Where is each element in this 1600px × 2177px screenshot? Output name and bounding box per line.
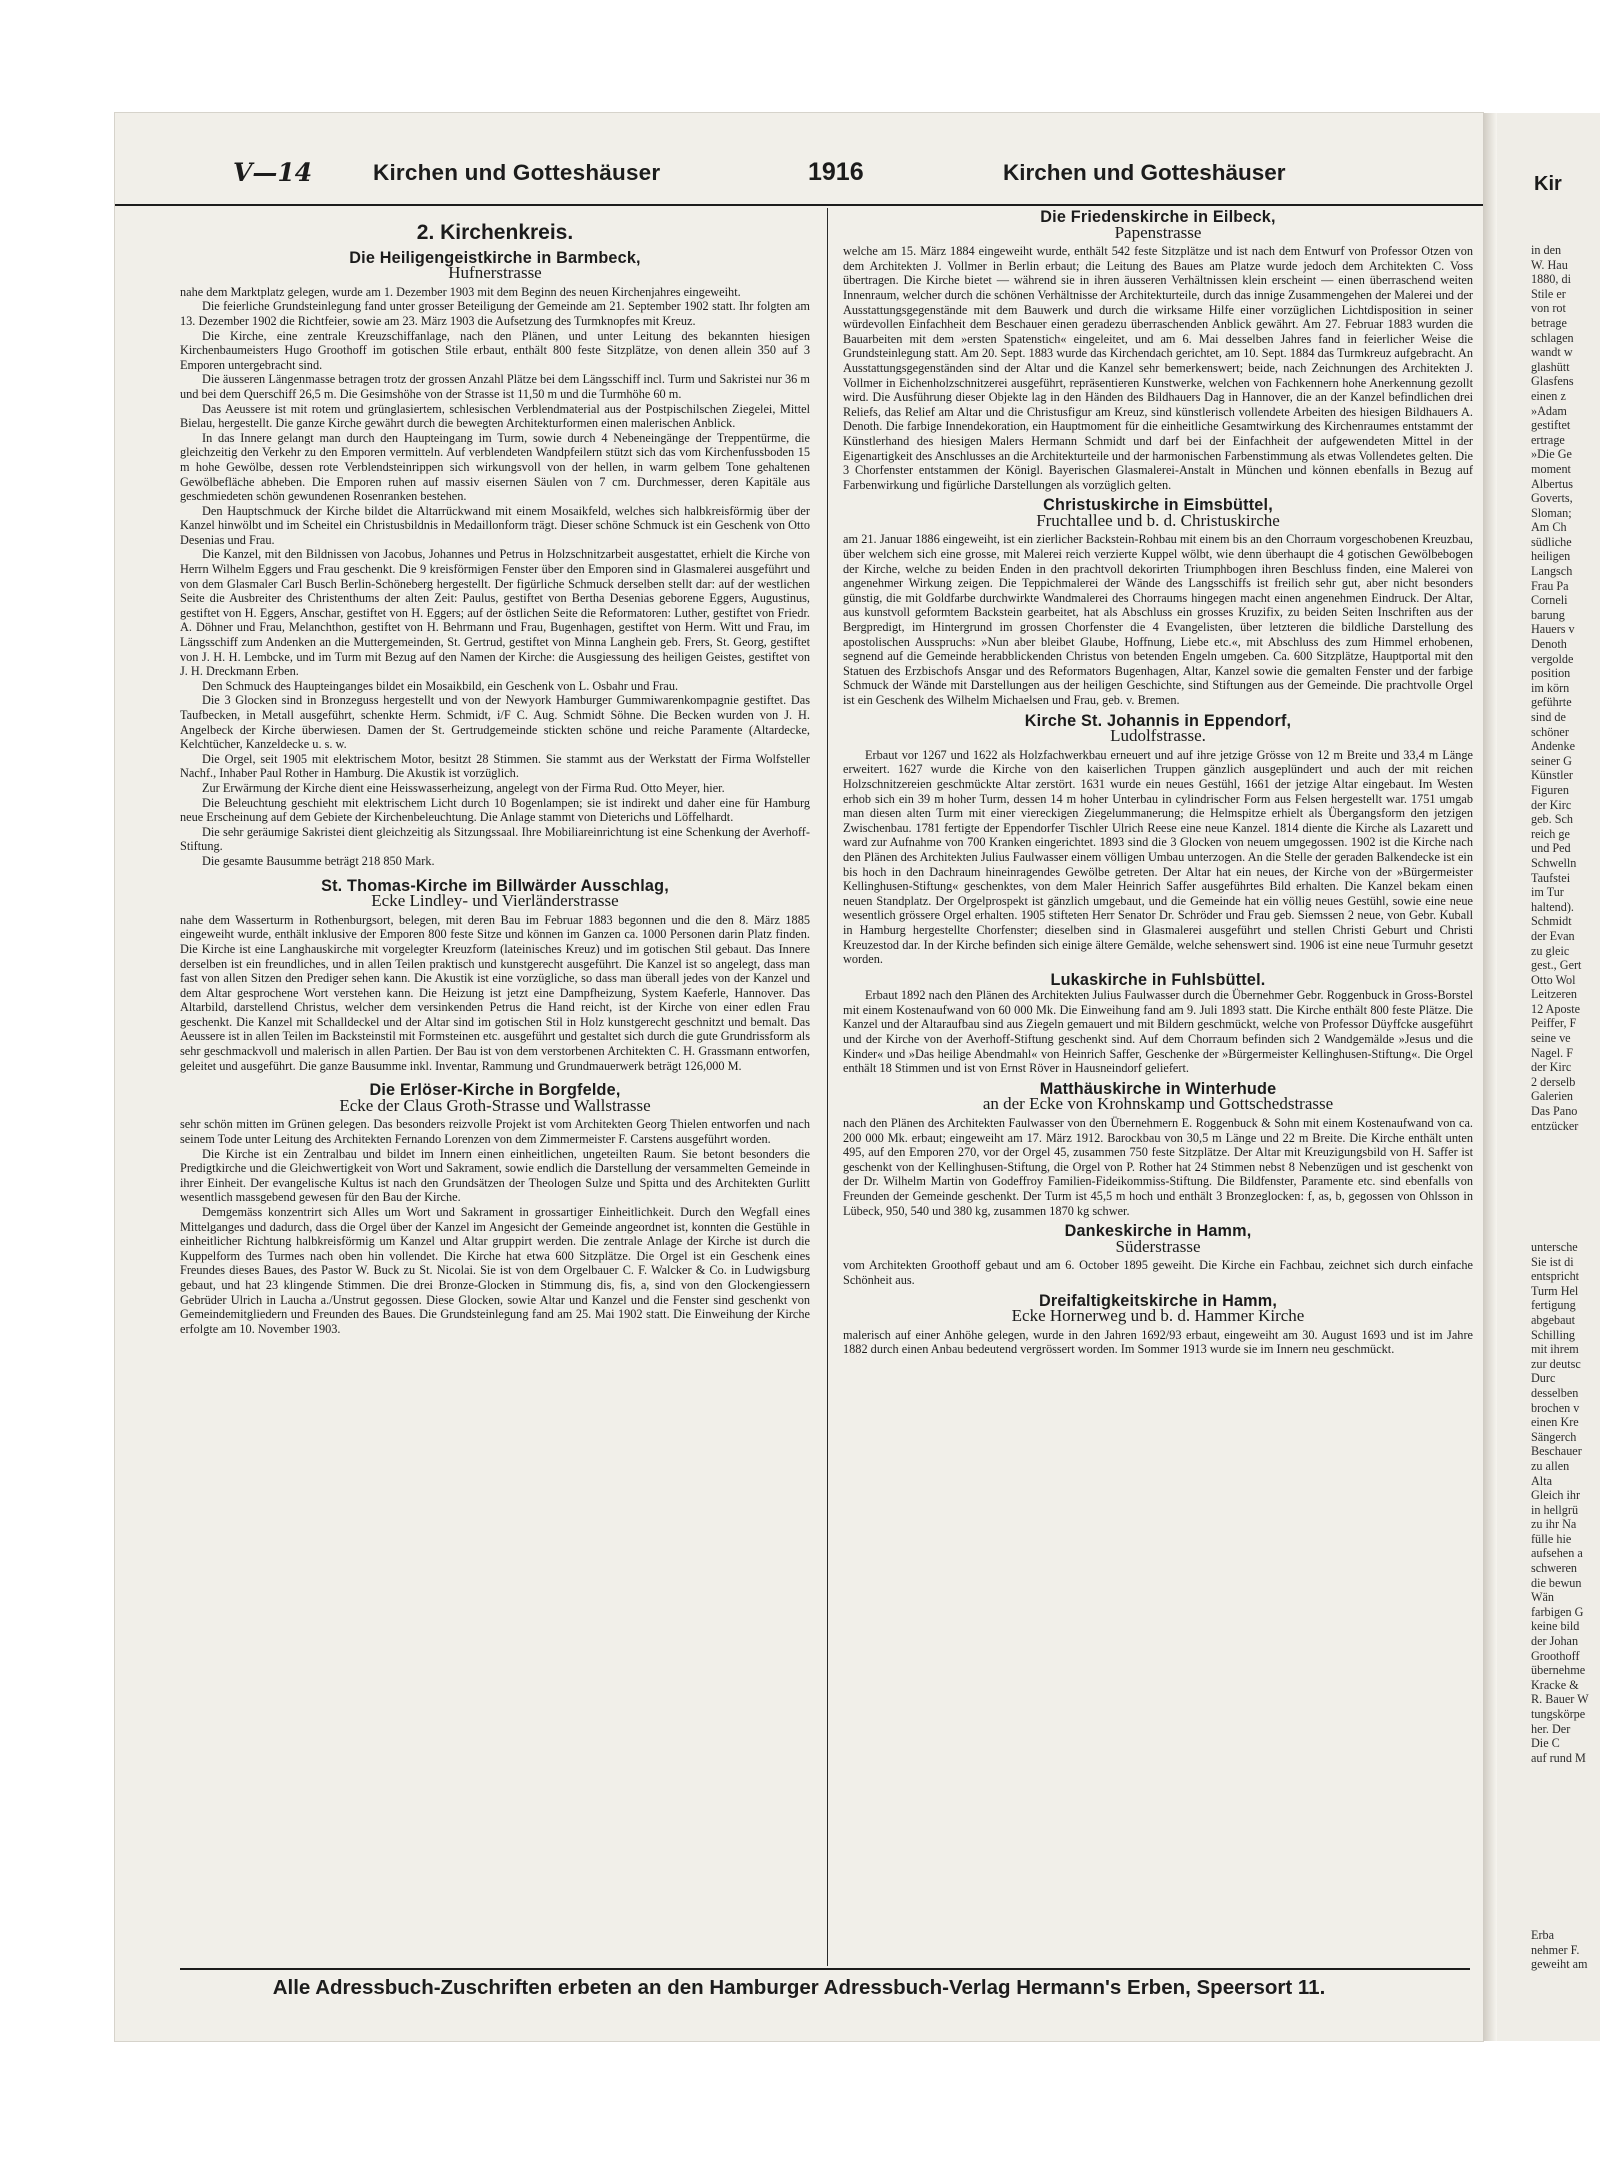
adjacent-page-text-top: in den W. Hau 1880, di Stile er von rot betrage schlagen wandt w glashütt Glasfens einen z »Adam gestiftet ertrage »Die Ge moment Albertus Goverts, Sloman; Am Ch südliche heiligen Langsch Frau Pa Corneli barung Hauers v Denoth vergolde position im körn geführte sind de schöner Andenke seiner G Künstler Figuren der Kirc geb. Sch reich ge und Ped Schwelln Taufstei im Tur haltend). Schmidt der Evan zu gleic gest., Gert Otto Wol Leitzeren 12 Aposte Peiffer, F seine ve Nagel. F der Kirc 2 derselb Galerien Das Pano entzücker <box>1531 243 1582 1133</box>
body-paragraph: Die 3 Glocken sind in Bronzeguss hergestellt und von der Newyork Hamburger Gummiwarenkompagnie gestiftet. Das Taufbecken, in Metall ausgeführt, schenkte Herm. Schmidt, i/F C. Aug. Schmidt Söhne. Die Becken wurden von J. H. Angelbeck der Kirche überwiesen. Damen der St. Gertrudgemeinde stickten schöne und reiche Paramente (Altardecke, Kelchtücher, Kanzeldecke u. s. w. <box>180 693 810 752</box>
body-paragraph: Die Orgel, seit 1905 mit elektrischem Motor, besitzt 28 Stimmen. Sie stammt aus der Werkstatt der Firma Wolfsteller Nachf., Inhaber Paul Rother in Hamburg. Die Akustik ist vorzüglich. <box>180 751 810 781</box>
body-paragraph: Die feierliche Grundsteinlegung fand unter grosser Beteiligung der Gemeinde am 21. September 1902 statt. Ihr folgten am 13. Dezember 1902 die Richtfeier, sowie am 23. März 1903 die Aufsetzung des Turmknopfes mit Kreuz. <box>180 299 810 328</box>
body-paragraph: sehr schön mitten im Grünen gelegen. Das besonders reizvolle Projekt ist vom Architekten Georg Thielen entworfen und nach seinem Tode unter Leitung des Architekten Fernando Lorenzen von dem Zimmermeister F. Carstens ausgeführt worden. <box>180 1117 810 1147</box>
body-paragraph: Zur Erwärmung der Kirche dient eine Heisswasserheizung, angelegt von der Firma Rud. Otto Meyer, hier. <box>202 780 725 795</box>
church-title: Dankeskirche in Hamm, <box>1064 1222 1252 1241</box>
body-paragraph: nahe dem Marktplatz gelegen, wurde am 1. Dezember 1903 mit dem Beginn des neuen Kirchenjahres eingeweiht. <box>180 284 741 299</box>
body-paragraph: Das Aeussere ist mit rotem und grünglasiertem, schlesischen Verblendmaterial aus der Postpischilschen Ziegelei, Mittel Bielau, hergestellt. Die ganze Kirche gewährt durch die bewegten Architekturformen einen malerischen Anblick. <box>180 401 810 431</box>
body-paragraph: malerisch auf einer Anhöhe gelegen, wurde in den Jahren 1692/93 erbaut, eingeweiht am 30. August 1693 und ist im Jahre 1882 durch einen Anbau bedeutend vergrössert worden. Im Sommer 1913 wurde sie im Innern neu geschmückt. <box>843 1327 1473 1357</box>
adjacent-page-header: Kir <box>1534 173 1562 195</box>
church-street: Ecke der Claus Groth-Strasse und Wallstrasse <box>339 1095 651 1115</box>
body-paragraph: welche am 15. März 1884 eingeweiht wurde, enthält 542 feste Sitzplätze und ist nach dem Entwurf von Professor Otzen von dem Architekten J. Vollmer in Berlin erbaut; die Leitung des Baues am Platze wurde jedoch dem Architekten C. Voss übertragen. Die Kirche bietet — während sie in ihren äusseren Verhältnissen klein erscheint — einen überraschend weiten Innenraum, welcher durch die schönen Verhältnisse der Architekturteile, durch das innige Zusammengehen der Malerei und der Ausstattungsgegenstände mit dem Bauwerk und durch die wirksame Hilfe einer vorzüglichen Lichtdisposition in seiner würdevollen Einfachheit dem Beschauer einen geradezu überraschenden Anblick gewährt. Am 27. Februar 1883 wurden die Bauarbeiten mit dem »ersten Spatenstich« eingeleitet, und am 6. Mai desselben Jahres fand in feierlicher Weise die Grundsteinlegung statt. Am 20. Sept. 1883 wurde das Kirchendach gerichtet, am 10. Sept. 1884 das Turmkreuz aufgebracht. An Ausstattungsgegenständen sind der Altar und die Kanzel sehr bemerkenswert; beide, nach Zeichnungen des Architekten J. Vollmer in Eichenholzschnitzerei ausgeführt, repräsentieren Kunstwerke, welchen von Fachkennern hohe Anerkennung gezollt wird. Die Ausführung dieser Objekte lag in den Händen des Bildhauers Dag in Hannover, die an der Kanzel befindlichen drei Reliefs, das Relief am Altar und die Christusfigur am Kreuz, sind künstlerisch vollendete Arbeiten des hiesigen Bildhauers A. Denoth. Die farbige Innendekoration, ein Hauptmoment für die einheitliche Gesamtwirkung des Kirchenraumes entstammt der Künstlerhand des hiesigen Malers Hermann Schmidt und darf bei der Einfachheit der aufgewendeten Mittel in der Eigenartigkeit des Anschlusses an die Architekturteile und der harmonischen Farbenstimmung als etwas Vollendetes gelten. Die 3 Chorfenster entstammen der Königl. Bayerischen Glasmalerei-Anstalt in München und können ebenfalls in Bezug auf Farbenwirkung und figürliche Darstellungen als vorzüglich gelten. <box>843 244 1473 492</box>
church-title: Die Heiligengeistkirche in Barmbeck, <box>349 248 641 267</box>
body-paragraph: In das Innere gelangt man durch den Haupteingang im Turm, sowie durch 4 Nebeneingänge der Treppentürme, die gleichzeitig den Verkehr zu den Emporen vermitteln. Auf verblendeten Wandpfeilern stützt sich das vom Kirchenfussboden 15 m hohe Gewölbe, dessen rote Verblendsteinrippen sich wirkungsvoll von der hellen, in warm gelbem Tone gehaltenen Gewölbefläche abheben. Die Emporen ruhen auf massiv eisernen Säulen von 7 cm. Durchmesser, deren Kapitäle aus geschmiedeten schön gewundenen Rosenranken bestehen. <box>180 430 810 504</box>
church-title: Kirche St. Johannis in Eppendorf, <box>1024 711 1292 730</box>
body-paragraph: Die sehr geräumige Sakristei dient gleichzeitig als Sitzungssaal. Ihre Mobiliareinrichtung ist eine Schenkung der Averhoff-Stiftung. <box>180 824 810 854</box>
church-street: Ecke Hornerweg und b. d. Hammer Kirche <box>1011 1306 1305 1326</box>
footer-rule <box>180 1968 1470 1970</box>
church-title: Matthäuskirche in Winterhude <box>1039 1079 1277 1098</box>
header-title-right: Kirchen und Gotteshäuser <box>1003 160 1286 185</box>
church-street: Süderstrasse <box>1115 1236 1201 1256</box>
right-column <box>843 210 1473 1964</box>
church-street: Ecke Lindley- und Vierländerstrasse <box>371 891 619 911</box>
page-binding-shadow <box>1483 113 1497 2041</box>
body-paragraph: Erbaut 1892 nach den Plänen des Architekten Julius Faulwasser durch die Übernehmer Gebr. Roggenbuck in Gross-Borstel mit einem Kostenaufwand von 60 000 Mk. Die Einweihung fand am 9. Juli 1893 statt. Die Kirche enthält 800 feste Plätze. Die Kanzel und der Altaraufbau sind aus Ziegeln gemauert und mit Bildern geschmückt, welche von Professor Düyffcke ausgeführt und der Kirche von der Averhoff-Stiftung geschenkt sind. Auf dem Chorraum befinden sich 2 Wandgemälde »Jesus und die Kinder« und »Das heilige Abendmahl« von Heinrich Saffer, Geschenke der »Bürgermeister Kellinghusen-Stiftung«. Die Orgel enthält 18 Stimmen und ist von Ernst Röver in Hausneindorf geliefert. <box>843 988 1473 1076</box>
adjacent-page-text-foot: Erba nehmer F. geweiht am <box>1531 1928 1588 1972</box>
church-entry-kirche-st-johannis-in-eppendorf <box>843 711 1473 967</box>
body-paragraph: Die Beleuchtung geschieht mit elektrischem Licht durch 10 Bogenlampen; sie ist indirekt und daher eine für Hamburg neue Erscheinung auf dem Gebiete der Kirchenbeleuchtung. Die Anlage stammt von Dieterichs und Löffelhardt. <box>180 795 810 825</box>
body-paragraph: Den Hauptschmuck der Kirche bildet die Altarrückwand mit einem Mosaikfeld, welches sich halbkreisförmig über der Kanzel hinwölbt und im Scheitel ein Christusbildnis in Medaillonform trägt. Dieser schöne Schmuck ist ein Geschenk von Otto Desenias und Frau. <box>180 503 810 547</box>
body-paragraph: Die Kirche, eine zentrale Kreuzschiffanlage, nach den Plänen, und unter Leitung des bekannten hiesigen Kirchenbaumeisters Hugo Groothoff im gotischen Stile erbaut, enthält 800 feste Sitzplätze, von denen allein 350 auf 3 Emporen untergebracht sind. <box>180 328 810 372</box>
church-street: Papenstrasse <box>1114 222 1202 242</box>
body-paragraph: nach den Plänen des Architekten Faulwasser von den Übernehmern E. Roggenbuck & Sohn mit einem Kostenaufwand von ca. 200 000 Mk. erbaut; eingeweiht am 17. März 1912. Barockbau von 30,5 m Länge und 22 m Breite. Die Kirche enthält unten 495, auf den Emporen 270, vor der Orgel 45, zusammen 750 feste Sitzplätze. Der Altar mit Kreuzigungsbild von H. Saffer ist geschenkt von der Kellinghusen-Stiftung, die Orgel von P. Rother hat 24 Stimmen nebst 8 Nebenzügen und ist geschenkt von der Dr. Wilhelm Martin von Godeffroy Familien-Fideikommiss-Stiftung. Die Bildfenster, Paramente etc. sind ebenfalls von Freunden der Gemeinde geschenkt. Der Turm ist 45,5 m hoch und enthält 3 Bronzeglocken: f, as, b, gegossen von Ohlsson in Lübeck, 950, 540 und 380 kg, zusammen 1870 kg schwer. <box>843 1116 1473 1218</box>
church-title: Lukaskirche in Fuhlsbüttel. <box>1050 970 1266 989</box>
church-entry-lukaskirche-in-fuhlsbüttel <box>843 970 1473 1076</box>
church-entry-dreifaltigkeitskirche-in-hamm <box>843 1291 1473 1357</box>
church-entry-die-friedenskirche-in-eilbeck <box>843 210 1473 492</box>
church-entry-matthäuskirche-in-winterhude <box>843 1079 1473 1218</box>
left-column <box>180 210 810 1964</box>
church-street: an der Ecke von Krohnskamp und Gottschedstrasse <box>982 1094 1334 1114</box>
church-entry-dankeskirche-in-hamm <box>843 1224 1473 1287</box>
section-title: 2. Kirchenkreis. <box>416 221 574 244</box>
adjacent-page-fragment <box>1497 113 1600 2041</box>
body-paragraph: Die Kanzel, mit den Bildnissen von Jacobus, Johannes und Petrus in Holzschnitzarbeit ausgestattet, erhielt die Kirche von Herrn Wilhelm Eggers und Frau geschenkt. Die 9 kreisförmigen Fenster über den Emporen sind in Glasmalerei ausgeführt und von dem Glasmaler Carl Busch Berlin-Schöneberg hergestellt. Der figürliche Schmuck derselben stellt dar: auf der westlichen Seite die Ausbreiter des Christenthums der alten Zeit: Paulus, gestiftet von Bertha Desenias geborene Eggers, Augustinus, gestiftet von H. Eggers, Anschar, gestiftet von H. Eggers; auf der östlichen Seite die Reformatoren: Luther, gestiftet von Friedr. A. Döhner und Frau, Melanchthon, gestiftet von H. Behrmann und Frau, Bugenhagen, gestiftet von Herm. Witt und Frau, im Längsschiff zum Andenken an die Muttergemeinden, St. Gertrud, gestiftet von Minna Langhein geb. Frers, St. Georg, gestiftet von J. H. H. Lembcke, und im Turm mit Bezug auf den Namen der Kirche: die Ausgiessung des heiligen Geistes, gestiftet von J. H. Dreckmann Erben. <box>180 547 810 679</box>
body-paragraph: nahe dem Wasserturm in Rothenburgsort, belegen, mit deren Bau im Februar 1883 begonnen und die den 8. März 1885 eingeweiht wurde, enthält inklusive der Emporen 800 feste Sitze und können im Ganzen ca. 1000 Personen darin Platz finden. Die Kirche ist eine Langhauskirche mit vorgelegter Kreuzform (lateinisches Kreuz) und im gotischen Stil gebaut. Das Innere derselben ist ein freundliches, und in allen Teilen praktisch und kunstgerecht ausgeführt. Die Kanzel ist so angelegt, dass man fast von allen Sitzen den Prediger sehen kann. Die Akustik ist eine vorzügliche, so dass man überall jedes von der Kanzel und dem Altar gesprochene Wort verstehen kann. Die Heizung ist jetzt eine Dampfheizung, System Kaeferle, Hannover. Das Altarbild, darstellend Christus, welcher dem versinkenden Petrus die Hand reicht, ist der Kirche von einer edlen Frau geschenkt. Die Kanzel mit Schalldeckel und der Altar sind im gotischen Stil in Holz kunstgerecht geschnitzt und bemalt. Das Aeussere ist in allen Teilen im Backsteinstil mit Formsteinen etc. ausgeführt und gestaltet sich durch die gute Grundrissform als sehr geschmackvoll und malerisch in allen Partien. Der Bau ist von dem verstorbenen Architekten C. H. Grassmann entworfen, geleitet und ausgeführt. Die ganze Bausumme inkl. Inventar, Rammung und Grundmauerwerk beträgt 126,000 M. <box>180 912 810 1073</box>
church-title: Die Friedenskirche in Eilbeck, <box>1040 210 1276 226</box>
body-paragraph: Den Schmuck des Haupteinganges bildet ein Mosaikbild, ein Geschenk von L. Osbahr und Frau. <box>202 678 679 693</box>
church-street: Hufnerstrasse <box>448 263 542 283</box>
column-divider <box>827 208 828 1966</box>
church-entry-die-heiligengeistkirche-in-barmbeck <box>180 248 810 869</box>
body-paragraph: Die Kirche ist ein Zentralbau und bildet im Innern einen einheitlichen, ungeteilten Raum. Sie betont besonders die Predigtkirche und die Gleichwertigkeit von Wort und Sakrament, sowie endlich die Darstellung der versammelten Gemeinde in ihrer Einheit. Der evangelische Kultus ist nach den Grundsätzen der Theologen Sulze und Spitta und des Architekten Gurlitt wesentlich massgebend gewesen für den Bau der Kirche. <box>180 1146 810 1205</box>
body-paragraph: Die gesamte Bausumme beträgt 218 850 Mark. <box>202 853 435 868</box>
church-entry-die-erlöser-kirche-in-borgfelde <box>180 1083 810 1336</box>
church-street: Fruchtallee und b. d. Christuskirche <box>1036 510 1280 530</box>
church-title: Die Erlöser-Kirche in Borgfelde, <box>369 1081 621 1100</box>
adjacent-page-text-bottom: untersche Sie ist di entspricht Turm Hel fertigung abgebaut Schilling mit ihrem zur deutsc Durc desselben brochen v einen Kre Sängerch Beschauer zu allen Alta Gleich ihr in hellgrü zu ihr Na fülle hie aufsehen a schweren die bewun Wän farbigen G keine bild der Johan Groothoff übernehme Kracke & R. Bauer W tungskörpe her. Der Die C auf rund M <box>1531 1240 1589 1765</box>
church-street: Ludolfstrasse. <box>1110 726 1206 746</box>
body-paragraph: Demgemäss konzentrirt sich Alles um Wort und Sakrament in grossartiger Einheitlichkeit. Durch den Wegfall eines Mittelganges und dadurch, dass die Orgel über der Kanzel im Angesicht der Gemeinde angeordnet ist, konnten die Gestühle in einheitlicher Richtung halbkreisförmig um Kanzel und Altar gruppirt werden. Die zentrale Anlage der Kirche ist durch die Kuppelform des Turmes nach oben hin vollendet. Die Kirche hat etwa 600 Sitzplätze. Die Orgel ist ein Geschenk eines Freundes dieses Baues, des Pastor W. Buck zu St. Nicolai. Sie ist von dem Orgelbauer C. F. Walcker & Co. in Ludwigsburg gebaut, und hat 23 klingende Stimmen. Die drei Bronze-Glocken in Stimmung dis, fis, a, sind von den Glockengiessern Gebrüder Ulrich in Laucha a./Unstrut gegossen. Diese Glocken, sowie Altar und Kanzel und die Fenster sind geschenkt von Gemeindemitgliedern und Freunden des Baues. Die Grundsteinlegung fand am 25. Mai 1902 statt. Die Einweihung der Kirche erfolgte am 10. November 1903. <box>180 1205 810 1336</box>
church-title: Christuskirche in Eimsbüttel, <box>1043 496 1273 515</box>
church-entry-st-thomas-kirche-im-billwärder-ausschlag <box>180 876 810 1074</box>
header-rule <box>115 204 1483 206</box>
header-year: 1916 <box>808 158 864 186</box>
header-title-left: Kirchen und Gotteshäuser <box>373 160 661 185</box>
body-paragraph: Erbaut vor 1267 und 1622 als Holzfachwerkbau erneuert und auf ihre jetzige Grösse von 12 m Breite und 33,4 m Länge erweitert. 1627 wurde die Kirche von den kaiserlichen Truppen gänzlich ausgeplündert und auch der mit reichen Holzschnitzereien geschmückte Altar zerstört. 1631 wurde ein neues Gestühl, 1661 der jetzige Altar eingebaut. Im Westen erhob sich ein 39 m hoher Turm, dessen 14 m hoher Unterbau in cylindrischer Form aus Felsen hergestellt war. 1751 umgab man diesen alten Turm mit einer viereckigen Ziegelummanerung; die Helmspitze erhielt als Übergangsform den jetzigen Zwischenbau. 1781 fertigte der Eppendorfer Tischler Ulrich Reese eine neue Kanzel. 1814 diente die Kirche als Lazarett und ward zur Aufnahme von 700 Kranken eingerichtet. 1893 sind die 3 Glocken von neuem umgegossen. 1902 ist die Kirche nach den Plänen des Architekten Julius Faulwasser einem völligen Umbau unterzogen. An die Stelle der geraden Balkendecke ist ein bis hoch in den Dachraum hineinragendes Gewölbe getreten. Der Altar hat ein neues, der Kirche von der »Bürgermeister Kellinghusen-Stiftung« geschenktes, von dem Maler Heinrich Saffer ausgeführtes Bild erhalten. Die Kanzel bekam einen neuen Standplatz. Der Orgelprospekt ist gänzlich umgebaut, und die Gemeinde hat ein völlig neues Gestühl, sowie eine neue wesentlich grössere Orgel erhalten. 1905 stifteten Herr Senator Dr. Schröder und Frau geb. Siemssen 2 neue, von Gebr. Kuball in Hamburg hergestellte Chorfenster; dieselben sind in Glasmalerei ausgeführt und stellen Christi Geburt und Christi Kreuzestod dar. In der Kirche befinden sich einige ältere Gemälde, welche sehenswert sind. 1906 ist eine neue Turmuhr gesetzt worden. <box>843 747 1473 967</box>
right-column-entries <box>843 210 1473 1357</box>
body-paragraph: vom Architekten Groothoff gebaut und am 6. October 1895 geweiht. Die Kirche ein Fachbau, zeichnet sich durch einfache Schönheit aus. <box>843 1258 1473 1287</box>
church-title: Dreifaltigkeitskirche in Hamm, <box>1038 1291 1278 1310</box>
footer-notice: Alle Adressbuch-Zuschriften erbeten an den Hamburger Adressbuch-Verlag Hermann's Erben, Speersort 11. <box>272 1976 1326 1999</box>
left-column-entries <box>180 248 810 1337</box>
church-title: St. Thomas-Kirche im Billwärder Ausschlag, <box>321 876 669 895</box>
body-paragraph: am 21. Januar 1886 eingeweiht, ist ein zierlicher Backstein-Rohbau mit einem bis an den Chorraum vorgeschobenen Kreuzbau, über welchem sich eine grosse, mit Malerei reich verzierte Kuppel wölbt, wie denn überhaupt die 4 gotischen Gewölbebogen der Kirche, welche zu beiden Enden in den prachtvoll dekorirten Triumphbogen ihren Beschluss finden, eine Malerei von angenehmer Wirkung zeigen. Die Teppichmalerei der Wände des Langsschiffs ist freilich sehr gut, aber nicht besonders günstig, die mit Goldfarbe durchwirkte Wandmalerei des Chorraums hingegen macht einen angenehmen Eindruck. Der Altar, aus kunstvoll geformtem Backstein gearbeitet, hat als Abschluss ein grosses Kruzifix, zu beiden Seiten Inschriften aus der Bergpredigt, im Hintergrund im grossen Chorfenster die 4 Evangelisten, über letzteren die bildliche Darstellung des apostolischen Ausspruchs: »Nun aber bleibet Glaube, Hoffnung, Liebe etc.«, mit Abschluss des zum Himmel erhobenen, segnend auf die Gemeinde herabblickenden Christus von betenden Engeln umgeben. Ca. 600 Sitzplätze, Hauptportal mit den Statuen des Erzbischofs Ansgar und des Reformators Bugenhagen, Altar, Kanzel sowie die gemalten Fenster und der farbige Schmuck der Wände mit Darstellungen aus der heiligen Geschichte, sind Stiftungen aus der Gemeinde. Die prachtvolle Orgel ist ein Geschenk des Wilhelm Michaelsen und Frau, geb. v. Bremen. <box>843 532 1473 707</box>
page-number: V—14 <box>233 158 313 187</box>
church-entry-christuskirche-in-eimsbüttel <box>843 498 1473 707</box>
running-header <box>115 150 1483 198</box>
body-paragraph: Die äusseren Längenmasse betragen trotz der grossen Anzahl Plätze bei dem Längsschiff incl. Turm und Sakristei nur 36 m und bei dem Querschiff 26,5 m. Die Gesimshöhe von der Strasse ist 11,50 m und die Turmhöhe 60 m. <box>180 372 810 401</box>
